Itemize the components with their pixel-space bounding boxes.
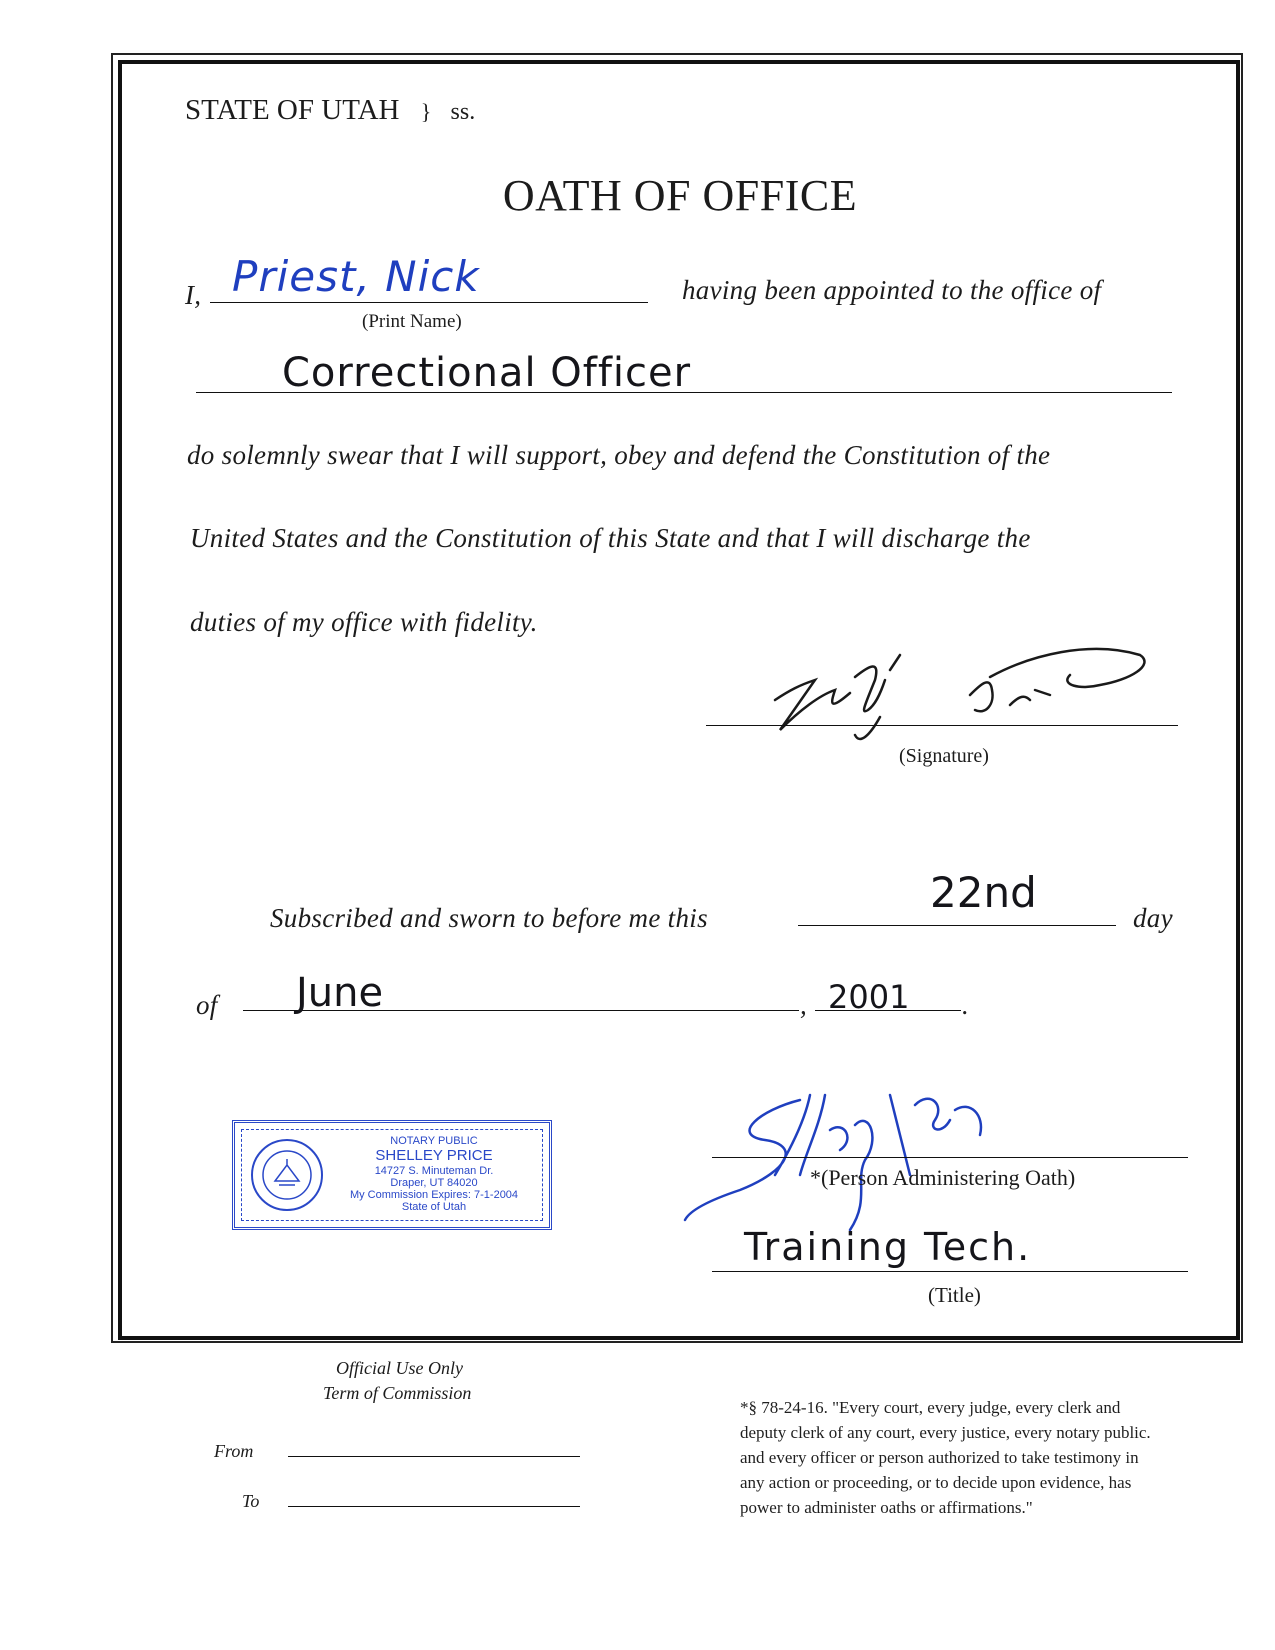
stamp-line2: SHELLEY PRICE xyxy=(375,1147,493,1164)
page-title: OATH OF OFFICE xyxy=(502,171,858,220)
year-handwritten: 2001 xyxy=(828,978,910,1016)
term-of-commission-heading: Term of Commission xyxy=(323,1383,472,1403)
footnote-line1: *§ 78-24-16. "Every court, every judge, every clerk and xyxy=(740,1398,1121,1417)
venue-line xyxy=(185,94,475,127)
office-handwritten: Correctional Officer xyxy=(282,350,692,396)
from-label: From xyxy=(214,1441,254,1461)
name-caption: (Print Name) xyxy=(362,311,462,332)
name-line xyxy=(210,302,648,303)
to-label: To xyxy=(242,1491,260,1511)
footnote-line5: power to administer oaths or affirmations." xyxy=(740,1498,1033,1517)
stamp-line6: State of Utah xyxy=(401,1201,467,1213)
oath-paragraph-line3: duties of my office with fidelity. xyxy=(190,607,538,637)
sworn-phrase: Subscribed and sworn to before me this xyxy=(270,903,708,933)
stamp-line3: 14727 S. Minuteman Dr. xyxy=(374,1165,494,1177)
name-handwritten: Priest, Nick xyxy=(232,252,480,301)
title-line xyxy=(712,1271,1188,1272)
appointed-text: having been appointed to the office of xyxy=(682,275,1102,305)
day-label: day xyxy=(1133,903,1173,933)
venue-state: STATE OF UTAH xyxy=(185,94,400,126)
day-line xyxy=(798,925,1116,926)
signature-line xyxy=(706,725,1178,726)
title-caption: (Title) xyxy=(928,1283,981,1307)
stamp-line4: Draper, UT 84020 xyxy=(390,1177,478,1189)
signature-caption: (Signature) xyxy=(899,745,989,767)
venue-bracket: } xyxy=(420,99,432,124)
day-handwritten: 22nd xyxy=(930,868,1037,917)
venue-ss: ss. xyxy=(450,99,476,125)
of-label: of xyxy=(196,990,218,1020)
to-line xyxy=(288,1506,580,1507)
title-handwritten: Training Tech. xyxy=(744,1225,1032,1269)
administrator-line xyxy=(712,1157,1188,1158)
administrator-caption: *(Person Administering Oath) xyxy=(810,1165,1076,1190)
footnote-line4: any action or proceeding, or to decide upon evidence, has xyxy=(740,1473,1132,1492)
state-seal-icon xyxy=(249,1137,325,1213)
official-use-heading: Official Use Only xyxy=(336,1358,463,1378)
oath-paragraph-line2: United States and the Constitution of this State and that I will discharge the xyxy=(190,523,1031,553)
month-handwritten: June xyxy=(296,970,384,1016)
stamp-text xyxy=(325,1135,543,1213)
notary-stamp xyxy=(232,1120,552,1230)
oath-paragraph-line1: do solemnly swear that I will support, obey and defend the Constitution of the xyxy=(187,440,1051,470)
statute-footnote xyxy=(740,1395,1260,1520)
stamp-line5: My Commission Expires: 7-1-2004 xyxy=(349,1189,519,1201)
footnote-line2: deputy clerk of any court, every justice, every notary public. xyxy=(740,1423,1151,1442)
footnote-line3: and every officer or person authorized to take testimony in xyxy=(740,1448,1139,1467)
from-line xyxy=(288,1456,580,1457)
period: . xyxy=(962,990,970,1020)
comma-separator: , xyxy=(800,990,808,1020)
pronoun-label: I, xyxy=(185,280,202,310)
stamp-line1: NOTARY PUBLIC xyxy=(390,1135,478,1147)
